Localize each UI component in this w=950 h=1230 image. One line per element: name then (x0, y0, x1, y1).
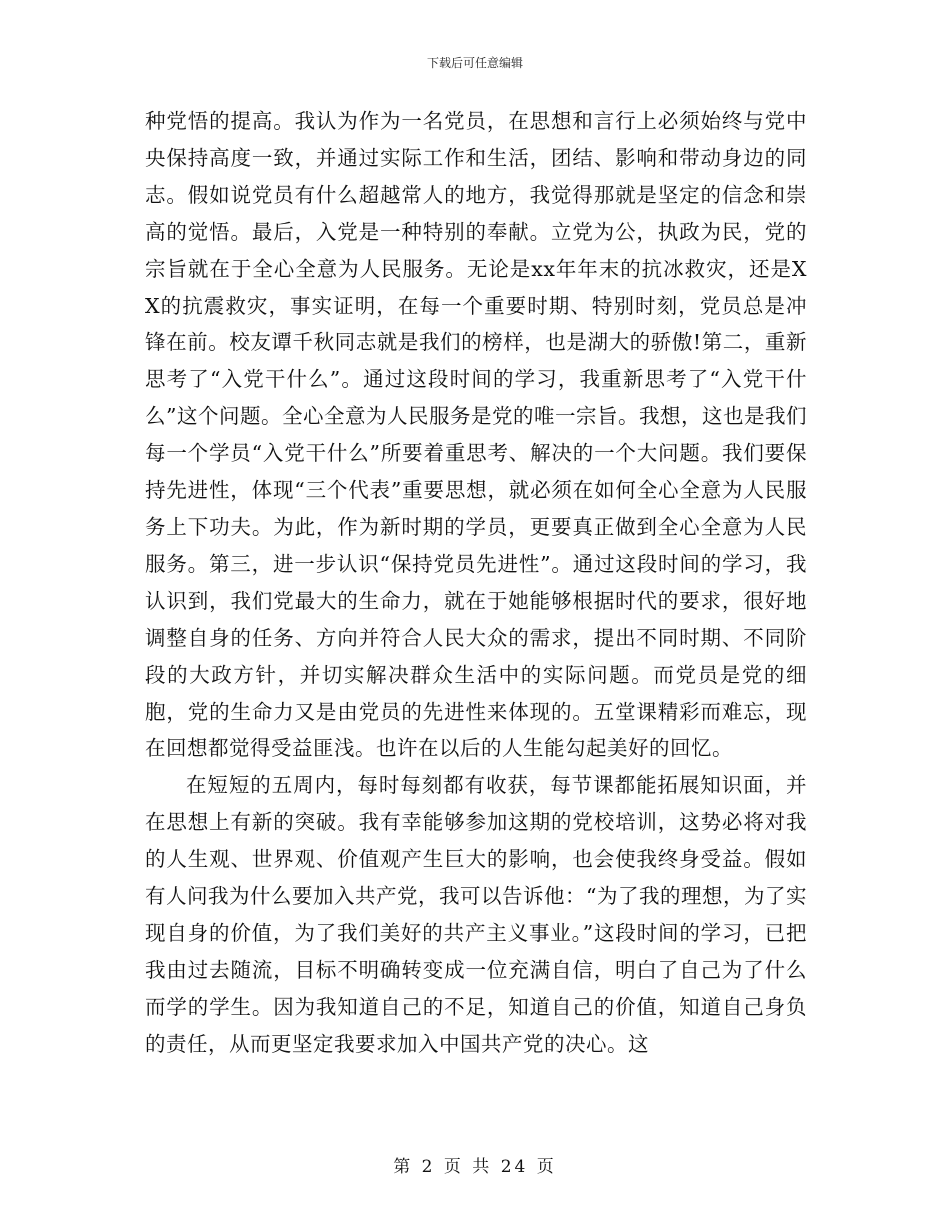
document-body (145, 103, 807, 1063)
page-header: 下载后可任意编辑 (426, 56, 523, 70)
paragraph-1: 种党悟的提高。我认为作为一名党员，在思想和言行上必须始终与党中央保持高度一致，并通过实际工作和生活，团结、影响和带动身边的同志。假如说党员有什么超越常人的地方，我觉得那就是坚定的信念和崇高的觉悟。最后，入党是一种特别的奉献。立党为公，执政为民，党的宗旨就在于全心全意为人民服务。无论是xx年年末的抗冰救灾，还是XX的抗震救灾，事实证明，在每一个重要时期、特别时刻，党员总是冲锋在前。校友谭千秋同志就是我们的榜样，也是湖大的骄傲!第二，重新思考了“入党干什么”。通过这段时间的学习，我重新思考了“入党干什么”这个问题。全心全意为人民服务是党的唯一宗旨。我想，这也是我们每一个学员“入党干什么”所要着重思考、解决的一个大问题。我们要保持先进性，体现“三个代表”重要思想，就必须在如何全心全意为人民服务上下功夫。为此，作为新时期的学员，更要真正做到全心全意为人民服务。第三，进一步认识“保持党员先进性”。通过这段时间的学习，我认识到，我们党最大的生命力，就在于她能够根据时代的要求，很好地调整自身的任务、方向并符合人民大众的需求，提出不同时期、不同阶段的大政方针，并切实解决群众生活中的实际问题。而党员是党的细胞，党的生命力又是由党员的先进性来体现的。五堂课精彩而难忘，现在回想都觉得受益匪浅。也许在以后的人生能勾起美好的回忆。 (145, 109, 807, 761)
page-footer: 第 2 页 共 24 页 (393, 1157, 557, 1177)
paragraph-2: 在短短的五周内，每时每刻都有收获，每节课都能拓展知识面，并在思想上有新的突破。我有幸能够参加这期的党校培训，这势必将对我的人生观、世界观、价值观产生巨大的影响，也会使我终身受益。假如有人问我为什么要加入共产党，我可以告诉他：“为了我的理想，为了实现自身的价值，为了我们美好的共产主义事业。”这段时间的学习，已把我由过去随流，目标不明确转变成一位充满自信，明白了自己为了什么而学的学生。因为我知道自己的不足，知道自己的价值，知道自己身负的责任，从而更坚定我要求加入中国共产党的决心。这 (145, 773, 807, 1056)
